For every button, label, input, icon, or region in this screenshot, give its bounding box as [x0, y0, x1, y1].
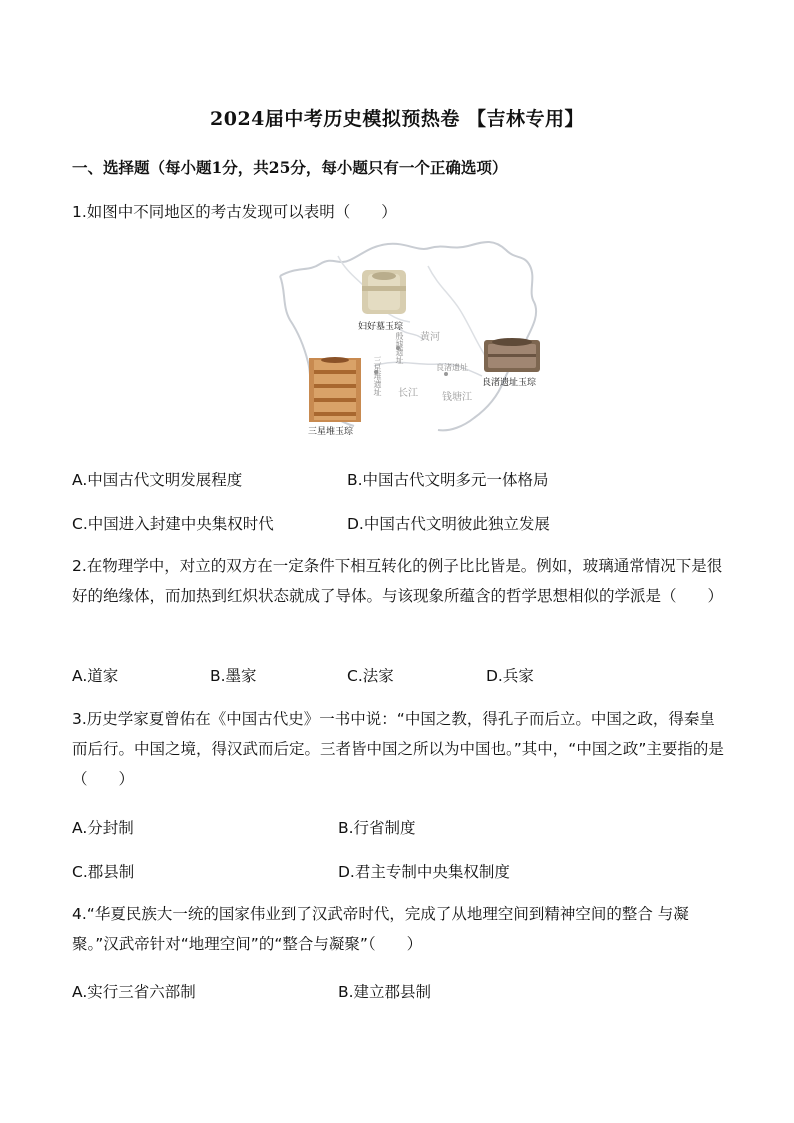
question-1-stem: 1.如图中不同地区的考古发现可以表明（ ）: [72, 203, 397, 221]
q2-option-c[interactable]: C.法家: [347, 667, 394, 685]
q2-option-b[interactable]: B.墨家: [210, 667, 257, 685]
river-label-changjiang: 长江: [398, 388, 418, 399]
q3-option-a[interactable]: A.分封制: [72, 819, 134, 837]
q2-option-d[interactable]: D.兵家: [486, 667, 534, 685]
site-label-yinxu: 殷墟遗址: [395, 332, 404, 364]
q2-option-a[interactable]: A.道家: [72, 667, 119, 685]
river-label-huanghe: 黄河: [420, 332, 440, 343]
archaeology-map-figure: [278, 236, 542, 436]
section-heading: 一、选择题（每小题1分，共25分，每小题只有一个正确选项）: [72, 158, 508, 177]
question-4-stem: 4.“华夏民族大一统的国家伟业到了汉武帝时代，完成了从地理空间到精神空间的整合 与凝聚。”汉武帝针对“地理空间”的“整合与凝聚”（ ）: [72, 905, 689, 953]
fuhao-caption: 妇好墓玉琮: [358, 322, 404, 332]
china-map-outline: [278, 236, 542, 436]
page-title: 2024届中考历史模拟预热卷 【吉林专用】: [210, 108, 584, 130]
q3-option-b[interactable]: B.行省制度: [338, 819, 416, 837]
q3-option-d[interactable]: D.君主专制中央集权制度: [338, 863, 510, 881]
question-3-stem: 3.历史学家夏曾佑在《中国古代史》一书中说：“中国之教，得孔子而后立。中国之政，得秦皇而后行。中国之境，得汉武而后定。三者皆中国之所以为中国也。”其中，“中国之政”主要指的是（ ）: [72, 710, 724, 788]
liangzhu-jade-cong-image: [484, 338, 540, 372]
river-label-qiantangjiang: 钱塘江: [442, 392, 472, 403]
q4-option-b[interactable]: B.建立郡县制: [338, 983, 432, 1001]
sanxingdui-caption: 三星堆玉琮: [308, 427, 354, 437]
sanxingdui-jade-cong-image: [309, 357, 361, 422]
q4-option-a[interactable]: A.实行三省六部制: [72, 983, 196, 1001]
q3-option-c[interactable]: C.郡县制: [72, 863, 135, 881]
fuhao-jade-cong-image: [362, 270, 406, 314]
site-label-sanxingdui: 三星堆遗址: [373, 356, 382, 396]
q1-option-a[interactable]: A.中国古代文明发展程度: [72, 471, 243, 489]
liangzhu-caption: 良渚遗址玉琮: [482, 378, 537, 388]
site-label-liangzhu: 良渚遗址: [436, 363, 468, 372]
q1-option-d[interactable]: D.中国古代文明彼此独立发展: [347, 515, 550, 533]
q1-option-c[interactable]: C.中国进入封建中央集权时代: [72, 515, 274, 533]
question-2-stem: 2.在物理学中，对立的双方在一定条件下相互转化的例子比比皆是。例如，玻璃通常情况下是很好的绝缘体，而加热到红炽状态就成了导体。与该现象所蕴含的哲学思想相似的学派是（ ）: [72, 557, 724, 605]
q1-option-b[interactable]: B.中国古代文明多元一体格局: [347, 471, 549, 489]
